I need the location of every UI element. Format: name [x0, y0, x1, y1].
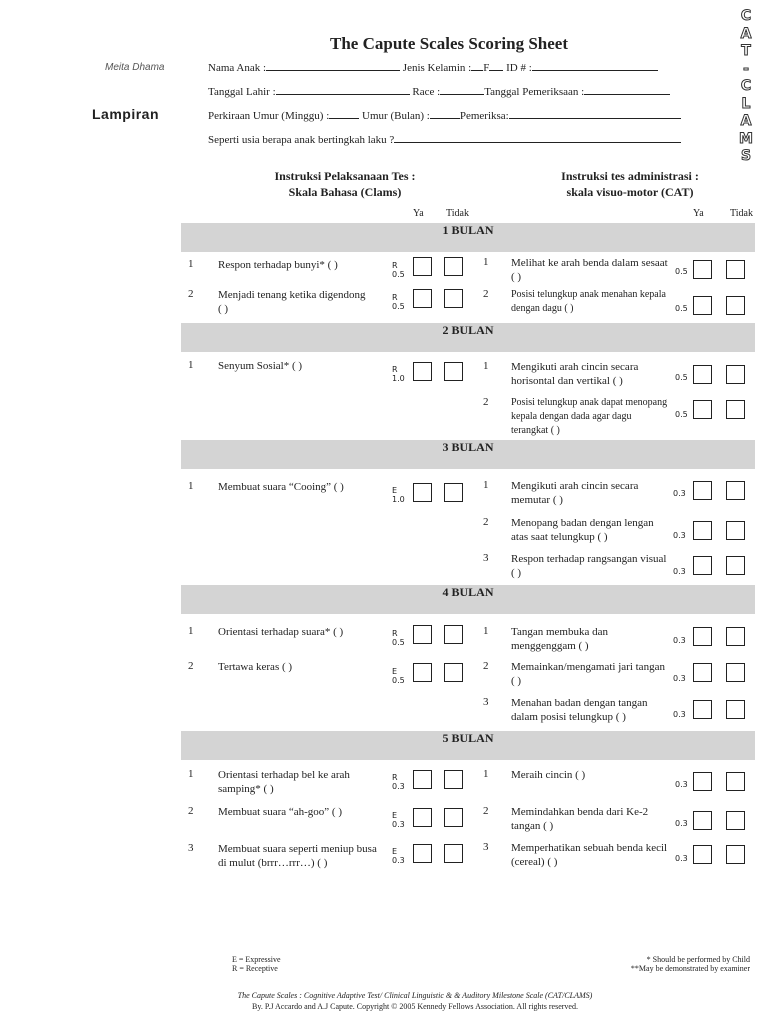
- ya-header-right: Ya: [693, 208, 704, 219]
- clams-item-code: [392, 293, 405, 311]
- vertical-letter: L: [741, 95, 751, 112]
- jenis-kelamin-input[interactable]: [471, 59, 483, 71]
- cat-item-score: 0.3: [673, 710, 686, 719]
- cat-item-number: 1: [483, 256, 489, 268]
- ya-checkbox[interactable]: [693, 260, 712, 279]
- tidak-checkbox[interactable]: [726, 663, 745, 682]
- pemeriksa-label: Pemeriksa:: [459, 110, 509, 122]
- ya-checkbox[interactable]: [413, 808, 432, 827]
- cat-item-score: 0.3: [675, 854, 688, 863]
- tidak-checkbox[interactable]: [444, 289, 463, 308]
- ya-checkbox[interactable]: [413, 844, 432, 863]
- score-value: 0.5: [392, 270, 405, 279]
- cat-item-score: 0.3: [675, 780, 688, 789]
- month-band: [181, 440, 755, 469]
- footnote: **May be demonstrated by examiner: [630, 964, 750, 973]
- cat-item-number: 2: [483, 288, 489, 300]
- cat-item-text: Memindahkan benda dari Ke-2 tangan ( ): [511, 806, 649, 832]
- right-instruction-heading: [525, 168, 735, 200]
- left-instruction-line: Skala Bahasa (Clams): [288, 185, 402, 199]
- score-value: 0.5: [392, 302, 405, 311]
- vertical-cat-clams-label: [736, 8, 756, 166]
- id-label: ID # :: [506, 62, 532, 74]
- clams-item-code: [392, 667, 405, 685]
- right-instruction-line: skala visuo-motor (CAT): [566, 185, 694, 199]
- tidak-checkbox[interactable]: [444, 663, 463, 682]
- cat-item-number: 1: [483, 625, 489, 637]
- tidak-checkbox[interactable]: [444, 844, 463, 863]
- month-band: [181, 323, 755, 352]
- month-label: 2 BULAN: [442, 323, 494, 337]
- footnotes: [560, 955, 750, 973]
- scale-type: R: [392, 261, 398, 270]
- tidak-checkbox[interactable]: [726, 296, 745, 315]
- ya-checkbox[interactable]: [693, 365, 712, 384]
- cat-item-number: 3: [483, 841, 489, 853]
- cat-item-score: 0.3: [673, 674, 686, 683]
- ya-checkbox[interactable]: [693, 700, 712, 719]
- clams-item-text: Membuat suara “ah-goo” ( ): [218, 806, 343, 818]
- clams-item-text: Orientasi terhadap bel ke arah samping* ( ): [218, 769, 350, 795]
- clams-item-number: 1: [188, 768, 194, 780]
- month-band: [181, 585, 755, 614]
- tanggal-lahir-input[interactable]: [276, 83, 410, 95]
- ya-checkbox[interactable]: [413, 663, 432, 682]
- citation: [85, 990, 745, 1012]
- cat-item-text: Melihat ke arah benda dalam sesaat ( ): [511, 257, 668, 283]
- clams-item-number: 1: [188, 359, 194, 371]
- tidak-checkbox[interactable]: [726, 811, 745, 830]
- cat-item-score: 0.3: [673, 567, 686, 576]
- cat-item-score: 0.5: [675, 373, 688, 382]
- tidak-checkbox[interactable]: [726, 556, 745, 575]
- month-band: [181, 223, 755, 252]
- score-value: 0.3: [392, 856, 405, 865]
- cat-item-score: 0.3: [675, 819, 688, 828]
- cat-item-text: Menopang badan dengan lengan atas saat telungkup ( ): [511, 517, 654, 543]
- cat-item-text: Meraih cincin ( ): [511, 769, 586, 781]
- nama-anak-input[interactable]: [266, 59, 400, 71]
- cat-item-number: 2: [483, 660, 489, 672]
- clams-item-code: [392, 773, 405, 791]
- scale-type: E: [392, 811, 398, 820]
- cat-item-text: Tangan membuka dan menggenggam ( ): [511, 626, 608, 652]
- cat-item-text: Memperhatikan sebuah benda kecil (cereal) ( ): [511, 842, 668, 868]
- vertical-letter: -: [743, 60, 749, 77]
- scale-type: R: [392, 629, 398, 638]
- citation-line: By. P.J Accardo and A.J Capute. Copyright © 2005 Kennedy Fellows Association. All rights reserved.: [252, 1002, 578, 1011]
- cat-item-number: 3: [483, 696, 489, 708]
- cat-item-text: Mengikuti arah cincin secara horisontal dan vertikal ( ): [511, 361, 639, 387]
- cat-item-number: 1: [483, 479, 489, 491]
- field-row-1: [208, 59, 658, 74]
- ya-checkbox[interactable]: [693, 481, 712, 500]
- tanggal-pemeriksaan-label: Tanggal Pemeriksaan :: [484, 86, 585, 98]
- author-name: Meita Dhama: [105, 62, 165, 73]
- vertical-letter: A: [740, 25, 752, 42]
- ya-checkbox[interactable]: [413, 483, 432, 502]
- ya-checkbox[interactable]: [413, 770, 432, 789]
- clams-item-number: 2: [188, 288, 194, 300]
- scale-type: R: [392, 365, 398, 374]
- tidak-checkbox[interactable]: [444, 770, 463, 789]
- cat-item-text: Posisi telungkup anak dapat menopang kepala dengan dada agar dagu terangkat ( ): [511, 397, 668, 436]
- behavior-age-question: Seperti usia berapa anak bertingkah laku ?: [208, 134, 395, 146]
- page-title: The Capute Scales Scoring Sheet: [330, 34, 568, 53]
- ya-checkbox[interactable]: [413, 362, 432, 381]
- ya-checkbox[interactable]: [693, 811, 712, 830]
- clams-item-text: Membuat suara “Cooing” ( ): [218, 481, 344, 493]
- behavior-age-input[interactable]: [394, 131, 681, 143]
- race-input[interactable]: [440, 83, 484, 95]
- tidak-checkbox[interactable]: [726, 260, 745, 279]
- tidak-checkbox[interactable]: [444, 362, 463, 381]
- field-row-2: [208, 83, 670, 98]
- tidak-checkbox[interactable]: [444, 483, 463, 502]
- tidak-checkbox[interactable]: [444, 625, 463, 644]
- clams-item-text: Respon terhadap bunyi* ( ): [218, 259, 338, 271]
- cat-item-score: 0.5: [675, 410, 688, 419]
- ya-checkbox[interactable]: [413, 289, 432, 308]
- clams-item-code: [392, 365, 405, 383]
- lampiran-label: Lampiran: [92, 106, 160, 122]
- cat-item-number: 1: [483, 360, 489, 372]
- tidak-checkbox[interactable]: [726, 772, 745, 791]
- legend: [232, 955, 281, 973]
- clams-item-text: Tertawa keras ( ): [218, 661, 293, 673]
- ya-checkbox[interactable]: [413, 625, 432, 644]
- tidak-checkbox[interactable]: [726, 521, 745, 540]
- ya-checkbox[interactable]: [693, 400, 712, 419]
- tidak-checkbox[interactable]: [726, 845, 745, 864]
- scale-type: E: [392, 486, 398, 495]
- field-row-4: [208, 131, 681, 146]
- month-label: 1 BULAN: [442, 223, 494, 237]
- cat-item-text: Menahan badan dengan tangan dalam posisi telungkup ( ): [511, 697, 648, 723]
- tanggal-lahir-label: Tanggal Lahir :: [208, 86, 276, 98]
- tidak-checkbox[interactable]: [726, 400, 745, 419]
- vertical-letter: C: [740, 78, 752, 94]
- clams-item-number: 1: [188, 258, 194, 270]
- clams-item-code: [392, 629, 405, 647]
- month-label: 5 BULAN: [442, 731, 494, 745]
- gender-f-input[interactable]: [489, 59, 503, 71]
- tidak-checkbox[interactable]: [726, 627, 745, 646]
- perkiraan-umur-input[interactable]: [329, 107, 359, 119]
- citation-line: The Capute Scales : Cognitive Adaptive Test/ Clinical Linguistic & & Auditory Milestone Scale (CAT/CLAMS): [237, 991, 593, 1000]
- race-label: Race :: [412, 86, 441, 98]
- gender-f-label: F: [483, 62, 490, 74]
- perkiraan-umur-label: Perkiraan Umur (Minggu) :: [208, 110, 330, 122]
- clams-item-number: 2: [188, 805, 194, 817]
- ya-checkbox[interactable]: [693, 772, 712, 791]
- cat-item-text: Mengikuti arah cincin secara memutar ( ): [511, 480, 639, 506]
- cat-item-score: 0.3: [673, 636, 686, 645]
- cat-item-text: Respon terhadap rangsangan visual ( ): [511, 553, 667, 579]
- nama-anak-label: Nama Anak :: [208, 62, 267, 74]
- jenis-kelamin-label: Jenis Kelamin :: [402, 62, 472, 74]
- tidak-checkbox[interactable]: [444, 808, 463, 827]
- ya-checkbox[interactable]: [693, 845, 712, 864]
- umur-bulan-label: Umur (Bulan) :: [362, 110, 430, 122]
- tidak-header-left: Tidak: [446, 208, 469, 219]
- ya-checkbox[interactable]: [413, 257, 432, 276]
- score-value: 0.3: [392, 782, 405, 791]
- cat-item-score: 0.3: [673, 489, 686, 498]
- clams-item-code: [392, 486, 405, 504]
- cat-item-score: 0.3: [673, 531, 686, 540]
- legend-item: E = Expressive: [232, 955, 281, 964]
- vertical-letter: M: [739, 130, 753, 147]
- vertical-letter: T: [741, 43, 751, 59]
- clams-item-code: [392, 847, 405, 865]
- vertical-letter: C: [740, 8, 752, 24]
- ya-checkbox[interactable]: [693, 556, 712, 575]
- month-label: 4 BULAN: [442, 585, 494, 599]
- clams-item-code: [392, 261, 405, 279]
- cat-item-number: 3: [483, 552, 489, 564]
- month-band: [181, 731, 755, 760]
- umur-bulan-input[interactable]: [430, 107, 460, 119]
- clams-item-number: 1: [188, 625, 194, 637]
- score-value: 0.5: [392, 676, 405, 685]
- footnote: * Should be performed by Child: [646, 955, 750, 964]
- tanggal-pemeriksaan-input[interactable]: [584, 83, 670, 95]
- legend-item: R = Receptive: [232, 964, 278, 973]
- score-value: 1.0: [392, 374, 405, 383]
- cat-item-number: 1: [483, 768, 489, 780]
- left-instruction-heading: [240, 168, 450, 200]
- clams-item-number: 2: [188, 660, 194, 672]
- clams-item-text: Orientasi terhadap suara* ( ): [218, 626, 344, 638]
- scale-type: R: [392, 293, 398, 302]
- clams-item-code: [392, 811, 405, 829]
- cat-item-number: 2: [483, 805, 489, 817]
- cat-item-number: 2: [483, 516, 489, 528]
- vertical-letter: S: [740, 148, 752, 164]
- pemeriksa-input[interactable]: [509, 107, 681, 119]
- cat-item-number: 2: [483, 396, 489, 408]
- ya-header-left: Ya: [413, 208, 424, 219]
- ya-checkbox[interactable]: [693, 663, 712, 682]
- vertical-letter: A: [740, 113, 752, 129]
- tidak-checkbox[interactable]: [726, 700, 745, 719]
- ya-checkbox[interactable]: [693, 521, 712, 540]
- right-instruction-line: Instruksi tes administrasi :: [561, 169, 699, 183]
- clams-item-text: Membuat suara seperti meniup busa di mulut (brrr…rrr…) ( ): [218, 843, 377, 869]
- tidak-checkbox[interactable]: [726, 365, 745, 384]
- scale-type: E: [392, 847, 398, 856]
- clams-item-text: Senyum Sosial* ( ): [218, 360, 303, 372]
- clams-item-number: 3: [188, 842, 194, 854]
- field-row-3: [208, 107, 681, 122]
- scale-type: E: [392, 667, 398, 676]
- clams-item-text: Menjadi tenang ketika digendong ( ): [218, 289, 366, 315]
- score-value: 0.5: [392, 638, 405, 647]
- month-label: 3 BULAN: [442, 440, 494, 454]
- cat-item-text: Posisi telungkup anak menahan kepala dengan dagu ( ): [511, 289, 666, 314]
- id-input[interactable]: [532, 59, 658, 71]
- tidak-header-right: Tidak: [730, 208, 753, 219]
- cat-item-text: Memainkan/mengamati jari tangan ( ): [511, 661, 665, 687]
- ya-checkbox[interactable]: [693, 627, 712, 646]
- left-instruction-line: Instruksi Pelaksanaan Tes :: [274, 169, 416, 183]
- scale-type: R: [392, 773, 398, 782]
- cat-item-score: 0.5: [675, 304, 688, 313]
- clams-item-number: 1: [188, 480, 194, 492]
- score-value: 0.3: [392, 820, 405, 829]
- tidak-checkbox[interactable]: [726, 481, 745, 500]
- score-value: 1.0: [392, 495, 405, 504]
- cat-item-score: 0.5: [675, 267, 688, 276]
- tidak-checkbox[interactable]: [444, 257, 463, 276]
- ya-checkbox[interactable]: [693, 296, 712, 315]
